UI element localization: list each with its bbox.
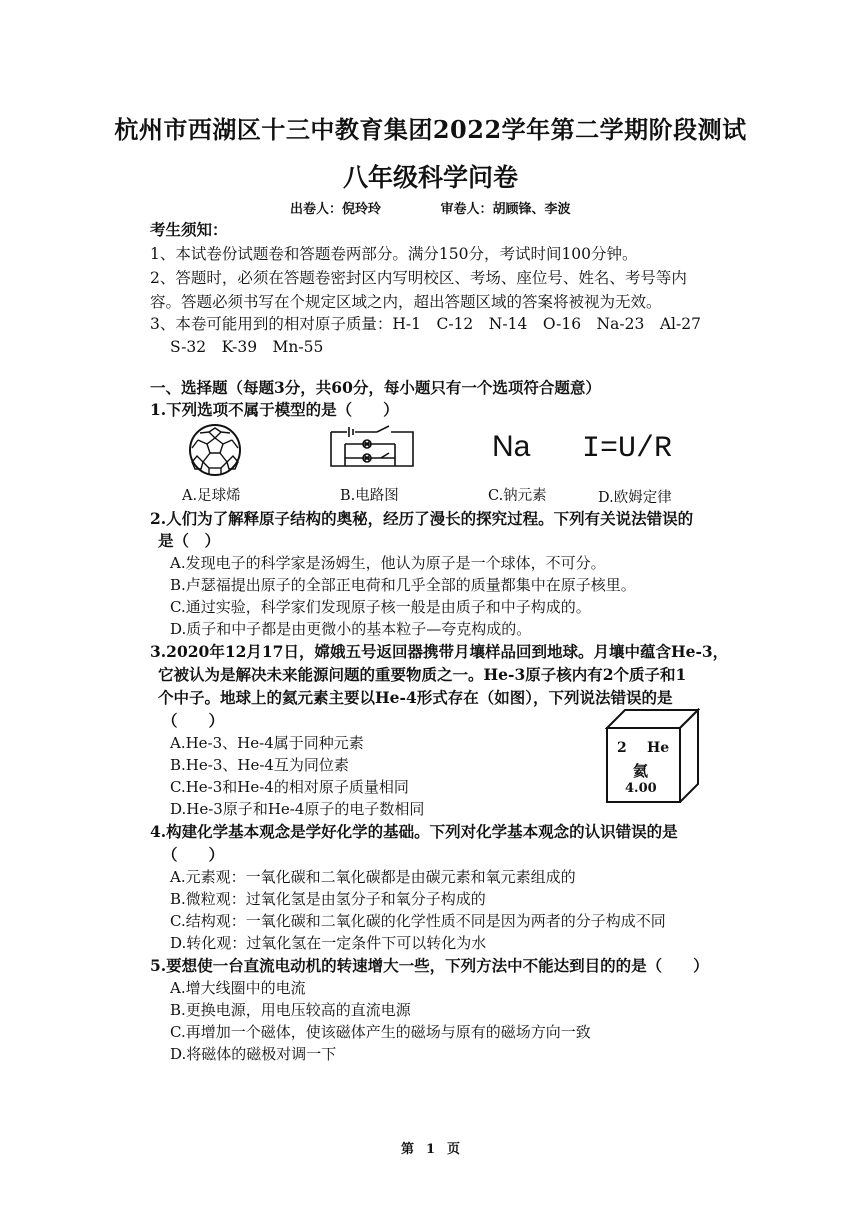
- option-c: C.He-3和He-4的相对原子质量相同: [170, 778, 409, 796]
- author-line: [290, 198, 626, 217]
- option-b: B.更换电源，用电压较高的直流电源: [170, 1001, 411, 1019]
- question-3-stem: 3.2020年12月17日，嫦娥五号返回器携带月壤样品回到地球。月壤中蕴含He-3，: [150, 642, 729, 661]
- option-b: B.电路图: [340, 488, 399, 504]
- option-c: C.钠元素: [488, 488, 547, 504]
- option-d: D.欧姆定律: [598, 490, 672, 506]
- question-3-stem: 个中子。地球上的氦元素主要以He-4形式存在（如图），下列说法错误的是: [158, 688, 673, 707]
- question-4-stem: 4.构建化学基本观念是学好化学的基础。下列对化学基本观念的认识错误的是: [150, 822, 678, 841]
- page-prefix: 第: [400, 1142, 414, 1157]
- option-a: A.发现电子的科学家是汤姆生，他认为原子是一个球体，不可分。: [170, 554, 606, 572]
- option-c: C.再增加一个磁体，使该磁体产生的磁场与原有的磁场方向一致: [170, 1023, 591, 1041]
- option-a: A.He-3、He-4属于同种元素: [170, 734, 364, 752]
- reviewer: 审卷人：胡顾锋、李波: [440, 202, 571, 217]
- option-a: A.足球烯: [182, 488, 241, 504]
- exam-subtitle: 八年级科学问卷: [342, 163, 518, 192]
- notice-item: S-32 K-39 Mn-55: [170, 338, 324, 356]
- option-b: B.卢瑟福提出原子的全部正电荷和几乎全部的质量都集中在原子核里。: [170, 576, 636, 594]
- element-name: 氦: [633, 762, 649, 780]
- question-3-stem: （ ）: [162, 711, 225, 730]
- notice-item: 容。答题必须书写在个规定区域之内，超出答题区域的答案将被视为无效。: [150, 293, 662, 311]
- element-symbol: He: [647, 740, 670, 756]
- question-2-stem: 是（ ）: [158, 531, 221, 550]
- question-4-stem: （ ）: [162, 845, 225, 864]
- option-d: D.将磁体的磁极对调一下: [170, 1045, 337, 1063]
- question-2-stem: 2.人们为了解释原子结构的奥秘，经历了漫长的探究过程。下列有关说法错误的: [150, 509, 694, 528]
- option-d: D.转化观：过氧化氢在一定条件下可以转化为水: [170, 934, 487, 952]
- option-a: A.元素观：一氧化碳和二氧化碳都是由碳元素和氧元素组成的: [170, 868, 576, 886]
- ohm-law-formula: I=U/R: [582, 432, 673, 466]
- option-d: D.质子和中子都是由更微小的基本粒子—夸克构成的。: [170, 620, 532, 638]
- option-d: D.He-3原子和He-4原子的电子数相同: [170, 800, 425, 818]
- sodium-symbol: Na: [492, 430, 531, 463]
- page-number-value: 1: [425, 1142, 436, 1157]
- page-number: [0, 1138, 861, 1157]
- author: 出卷人：倪玲玲: [290, 202, 382, 217]
- helium-element-cube: [605, 708, 700, 803]
- option-b: B.He-3、He-4互为同位素: [170, 756, 349, 774]
- option-a: A.增大线圈中的电流: [170, 979, 306, 997]
- notice-heading: 考生须知：: [150, 220, 228, 239]
- exam-title: 杭州市西湖区十三中教育集团2022学年第二学期阶段测试: [114, 115, 747, 144]
- circuit-diagram-icon: [325, 424, 417, 474]
- notice-item: 1、本试卷份试题卷和答题卷两部分。满分150分，考试时间100分钟。: [150, 245, 638, 263]
- question-1-stem: 1.下列选项不属于模型的是（ ）: [150, 400, 399, 419]
- notice-item: 2、答题时，必须在答题卷密封区内写明校区、考场、座位号、姓名、考号等内: [150, 269, 687, 287]
- section-heading: 一、选择题（每题3分，共60分，每小题只有一个选项符合题意）: [150, 378, 601, 397]
- atomic-mass: 4.00: [625, 781, 657, 796]
- fullerene-icon: [185, 422, 245, 478]
- question-3-stem: 它被认为是解决未来能源问题的重要物质之一。He-3原子核内有2个质子和1: [158, 665, 687, 684]
- option-b: B.微粒观：过氧化氢是由氢分子和氧分子构成的: [170, 890, 486, 908]
- question-5-stem: 5.要想使一台直流电动机的转速增大一些，下列方法中不能达到目的的是（ ）: [150, 956, 709, 975]
- atomic-number: 2: [617, 740, 627, 756]
- option-c: C.通过实验，科学家们发现原子核一般是由质子和中子构成的。: [170, 598, 591, 616]
- page-suffix: 页: [447, 1142, 461, 1157]
- option-c: C.结构观：一氧化碳和二氧化碳的化学性质不同是因为两者的分子构成不同: [170, 912, 666, 930]
- notice-item: 3、本卷可能用到的相对原子质量：H-1 C-12 N-14 O-16 Na-23 Al-27: [150, 315, 701, 333]
